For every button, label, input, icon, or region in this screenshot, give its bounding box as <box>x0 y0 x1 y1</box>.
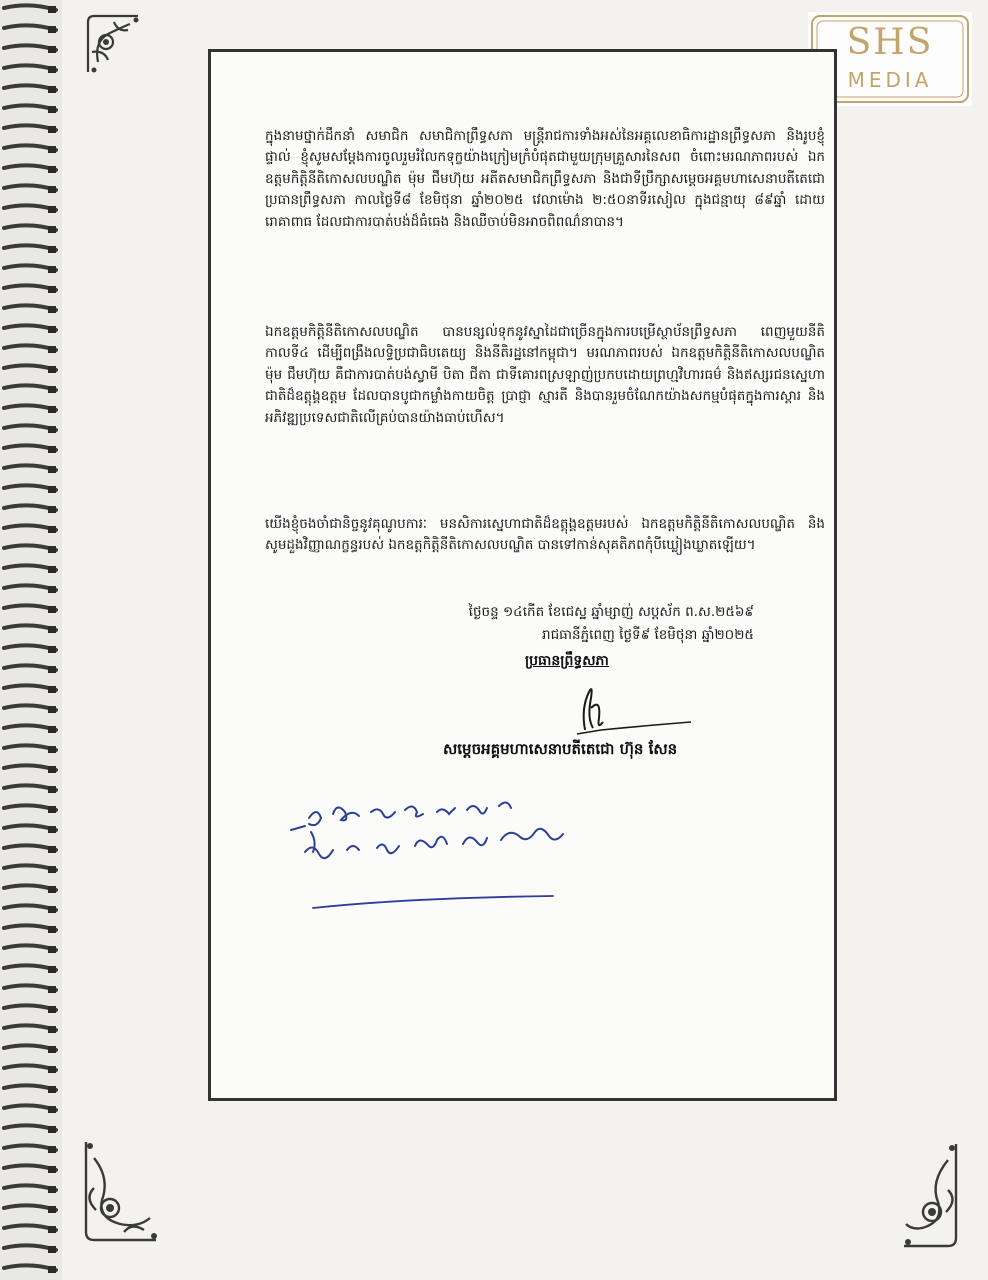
spiral-binding-icon <box>0 0 62 1280</box>
signatory-name: សម្តេចអគ្គមហាសេនាបតីតេជោ ហ៊ុន សែន <box>443 740 678 758</box>
place-date-line: រាជធានីភ្នំពេញ ថ្ងៃទី៩ ខែមិថុនា ឆ្នាំ២០២៥ <box>542 627 754 643</box>
corner-ornament-icon <box>900 1140 962 1252</box>
signatory-title: ប្រធានព្រឹទ្ធសភា <box>525 653 609 669</box>
handwritten-note-icon <box>287 788 607 910</box>
corner-ornament-icon <box>84 12 142 76</box>
signature-icon <box>541 678 701 738</box>
logo-text-media: MEDIA <box>847 68 933 92</box>
paragraph-condolence: ក្នុងនាមថ្នាក់ដឹកនាំ សមាជិក សមាជិកាព្រឹទ្ធសភា មន្ត្រីរាជការទាំងអស់នៃអគ្គលេខាធិការដ្ឋានព្រឹទ្ធសភា និងរូបខ្ញុំផ្ទាល់ ខ្ញុំសូមសម្តែងការចូលរួមរំលែកទុក្ខយ៉ាងក្រៀមក្រំបំផុតជាមួយក្រុមគ្រួសារនៃសព ចំពោះមរណភាពរបស់ ឯកឧត្តមកិត្តិនីតិកោសលបណ្ឌិត ម៉ុម ជឹមហ៊ុយ អតីតសមាជិកព្រឹទ្ធសភា និងជាទីប្រឹក្សាសម្តេចអគ្គមហាសេនាបតីតេជោ ប្រធានព្រឹទ្ធសភា កាលថ្ងៃទី៨ ខែមិថុនា ឆ្នាំ២០២៥ វេលាម៉ោង ២:៥០នាទីរសៀល ក្នុងជន្មាយុ ៨៩ឆ្នាំ ដោយរោគាពាធ ដែលជាការបាត់បង់ដ៏ធំធេង និងឈឺចាប់មិនអាចពិពណ៌នាបាន។ <box>265 128 825 230</box>
lunar-date-line: ថ្ងៃចន្ទ ១៤កើត ខែជេស្ឋ ឆ្នាំម្សាញ់ សប្តស័ក ព.ស.២៥៦៩ <box>468 604 754 620</box>
logo-text-shs: SHS <box>846 22 934 63</box>
document-frame <box>208 49 837 1101</box>
corner-ornament-icon <box>80 1138 160 1246</box>
paragraph-remembrance: យើងខ្ញុំចងចាំជានិច្ចនូវគុណូបការៈ មនសិការស្នេហាជាតិដ៏ឧត្តុង្គឧត្តមរបស់ ឯកឧត្តមកិត្តិនីតិកោសលបណ្ឌិត និងសូមដួងវិញ្ញាណក្ខន្ធរបស់ ឯកឧត្តកិត្តិនីតិកោសលបណ្ឌិត បានទៅកាន់សុគតិភពកុំបីឃ្លៀងឃ្លាតឡើយ។ <box>265 516 825 554</box>
paragraph-tribute: ឯកឧត្តមកិត្តិនីតិកោសលបណ្ឌិត បានបន្សល់ទុកនូវស្នាដៃជាច្រើនក្នុងការបម្រើស្ថាប័នព្រឹទ្ធសភា ពេញមួយនីតិកាលទី៤ ដើម្បីពង្រឹងលទ្ធិប្រជាធិបតេយ្យ និងនីតិរដ្ឋនៅកម្ពុជា។ មរណភាពរបស់ ឯកឧត្តមកិត្តិនីតិកោសលបណ្ឌិត ម៉ុម ជឹមហ៊ុយ គឺជាការបាត់បង់ស្វាមី បិតា ជីតា ជាទីគោរពស្រឡាញ់ប្រកបដោយព្រហ្មវិហារធម៌ និងឥស្សរជនស្នេហាជាតិដ៏ឧត្តុង្គឧត្តម ដែលបានបូជាកម្លាំងកាយចិត្ត ប្រាជ្ញា ស្មារតី និងបានរួមចំណែកយ៉ាងសកម្មបំផុតក្នុងការស្តារ និងអភិវឌ្ឍប្រទេសជាតិលើគ្រប់បានយ៉ាងធាប់ហើស។ <box>265 324 825 426</box>
